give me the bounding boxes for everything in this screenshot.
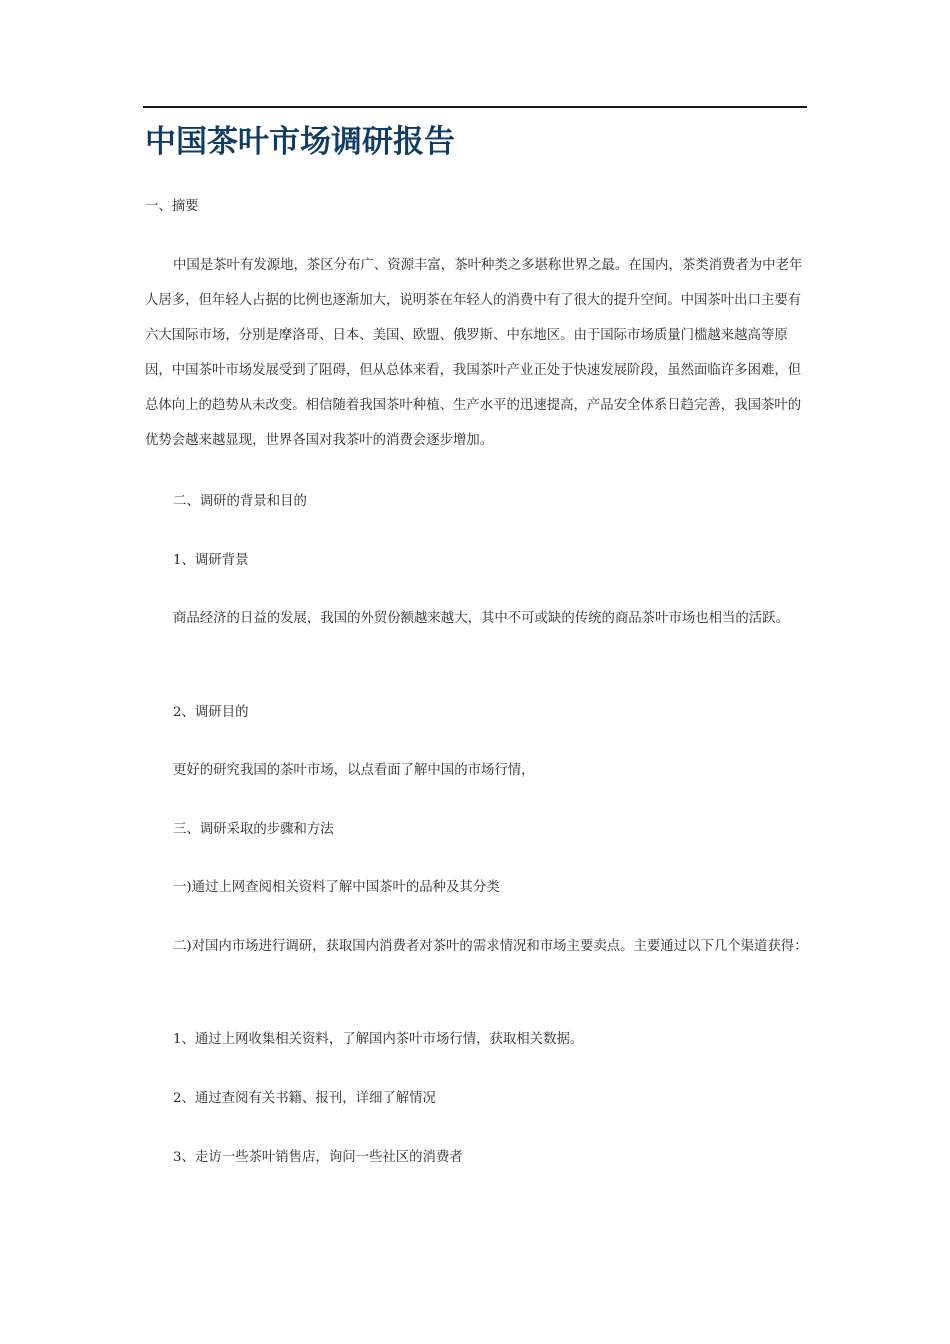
section-heading-method: 三、调研采取的步骤和方法	[173, 822, 334, 837]
document-title: 中国茶叶市场调研报告	[145, 124, 455, 160]
paragraph-summary: 中国是茶叶有发源地，茶区分布广、资源丰富，茶叶种类之多堪称世界之最。在国内，茶类消费者为中老年人居多，但年轻人占据的比例也逐渐加大，说明茶在年轻人的消费中有了很大的提升空间。中国茶叶出口主要有六大国际市场，分别是摩洛哥、日本、美国、欧盟、俄罗斯、中东地区。由于国际市场质量门槛越来越高等原因，中国茶叶市场发展受到了阻碍，但从总体来看，我国茶叶产业正处于快速发展阶段，虽然面临许多困难，但总体向上的趋势从未改变。相信随着我国茶叶种植、生产水平的迅速提高，产品安全体系日趋完善，我国茶叶的优势会越来越显现，世界各国对我茶叶的消费会逐步增加。	[145, 258, 803, 448]
paragraph-background: 商品经济的日益的发展，我国的外贸份额越来越大，其中不可或缺的传统的商品茶叶市场也相当的活跃。	[173, 611, 789, 626]
channel-item-1: 1、通过上网收集相关资料，了解国内茶叶市场行情，获取相关数据。	[173, 1032, 584, 1047]
subheading-purpose: 2、调研目的	[173, 705, 249, 720]
method-step-2: 二)对国内市场进行调研，获取国内消费者对茶叶的需求情况和市场主要卖点。主要通过以下几个渠道获得：	[173, 939, 808, 954]
subheading-background: 1、调研背景	[173, 553, 249, 568]
channel-item-3: 3、走访一些茶叶销售店，询问一些社区的消费者	[173, 1150, 463, 1165]
method-step-1: 一)通过上网查阅相关资料了解中国茶叶的品种及其分类	[173, 880, 500, 895]
paragraph-purpose: 更好的研究我国的茶叶市场，以点看面了解中国的市场行情，	[173, 763, 535, 778]
header-rule	[143, 106, 807, 108]
section-heading-background: 二、调研的背景和目的	[173, 494, 307, 509]
section-heading-summary: 一、摘要	[145, 199, 199, 214]
channel-item-2: 2、通过查阅有关书籍、报刊，详细了解情况	[173, 1091, 436, 1106]
